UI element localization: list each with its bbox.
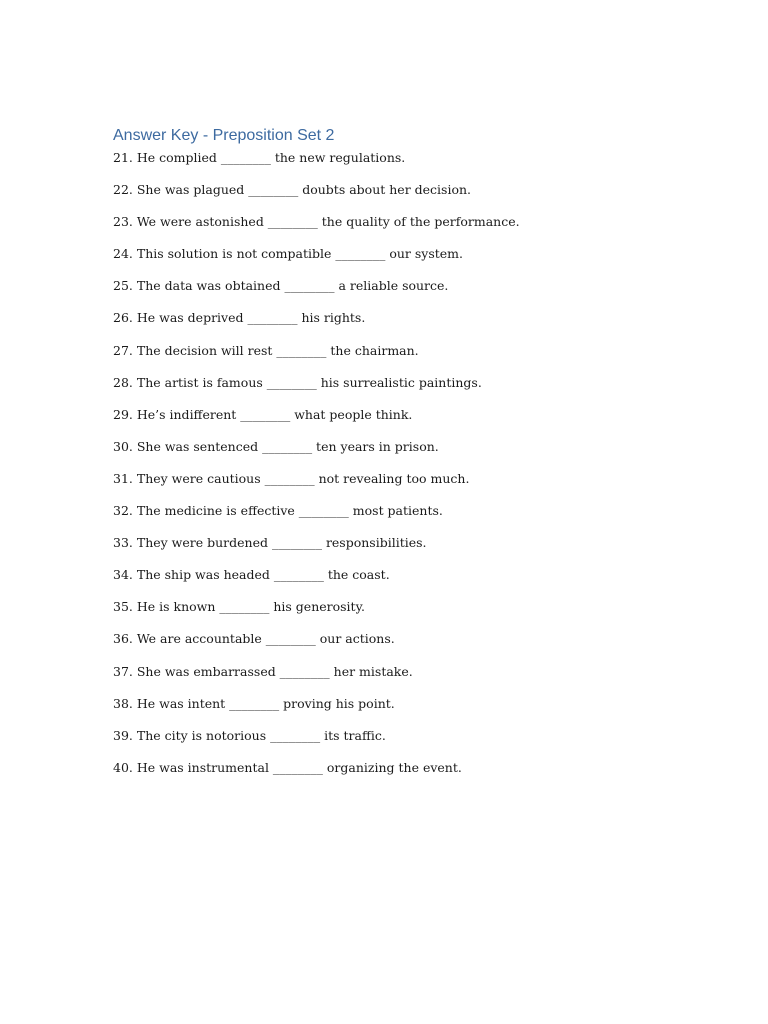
question-item: 22. She was plagued ________ doubts about her decision. <box>113 182 472 198</box>
question-item: 36. We are accountable ________ our actions. <box>113 631 395 647</box>
question-list <box>113 148 713 790</box>
page-title: Answer Key - Preposition Set 2 <box>113 127 335 144</box>
question-item: 29. He’s indifferent ________ what people think. <box>113 406 413 422</box>
question-item: 40. He was instrumental ________ organizing the event. <box>113 759 462 775</box>
question-item: 37. She was embarrassed ________ her mistake. <box>113 663 413 679</box>
question-item: 24. This solution is not compatible ________ our system. <box>113 246 464 262</box>
question-item: 34. The ship was headed ________ the coast. <box>113 567 390 583</box>
question-item: 35. He is known ________ his generosity. <box>113 599 365 615</box>
question-item: 30. She was sentenced ________ ten years in prison. <box>113 438 439 454</box>
document-page <box>113 124 713 790</box>
question-item: 27. The decision will rest ________ the chairman. <box>113 342 419 358</box>
question-item: 32. The medicine is effective ________ most patients. <box>113 503 443 519</box>
question-item: 31. They were cautious ________ not revealing too much. <box>113 470 470 486</box>
question-item: 23. We were astonished ________ the quality of the performance. <box>113 214 520 230</box>
question-item: 38. He was intent ________ proving his point. <box>113 695 395 711</box>
question-item: 39. The city is notorious ________ its traffic. <box>113 727 386 743</box>
question-item: 33. They were burdened ________ responsibilities. <box>113 535 427 551</box>
question-item: 25. The data was obtained ________ a reliable source. <box>113 278 449 294</box>
question-item: 21. He complied ________ the new regulations. <box>113 150 406 165</box>
question-item: 26. He was deprived ________ his rights. <box>113 310 366 326</box>
question-item: 28. The artist is famous ________ his surrealistic paintings. <box>113 374 482 390</box>
